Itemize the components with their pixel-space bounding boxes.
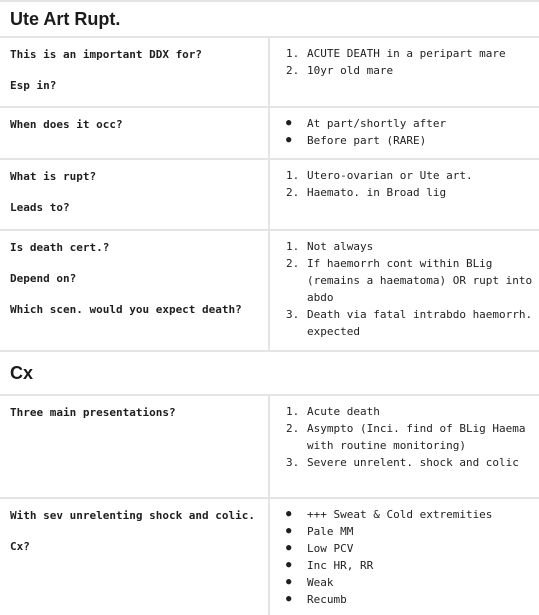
list-number: 2.: [286, 186, 300, 199]
answer-text: Haemato. in Broad lig: [307, 186, 447, 199]
answer-list: [286, 238, 533, 340]
bullet-icon: ●: [286, 594, 292, 604]
table-row: [0, 160, 539, 231]
question-cell: [0, 160, 270, 229]
list-item: [286, 238, 533, 255]
question-text: With sev unrelenting shock and colic.: [10, 509, 256, 522]
answer-text: Low PCV: [307, 542, 354, 555]
bullet-icon: ●: [286, 118, 292, 128]
list-item: [286, 591, 533, 608]
list-item: [286, 45, 533, 62]
answer-text: Asympto (Inci. find of BLig Haema with routine monitoring): [307, 422, 526, 452]
list-item: [286, 167, 533, 184]
section-heading: [0, 2, 539, 38]
answer-cell: [270, 160, 539, 229]
answer-list: [286, 45, 533, 79]
answer-text: Death via fatal intrabdo haemorrh. expected: [307, 308, 533, 338]
list-number: 2.: [286, 257, 300, 270]
answer-text: Pale MM: [307, 525, 354, 538]
bullet-icon: ●: [286, 560, 292, 570]
list-item: [286, 306, 533, 340]
section-title: Cx: [10, 362, 34, 383]
answer-text: +++ Sweat & Cold extremities: [307, 508, 493, 521]
answer-text: Not always: [307, 240, 374, 253]
answer-list: [286, 167, 533, 201]
list-item: [286, 184, 533, 201]
table-row: [0, 231, 539, 352]
answer-cell: [270, 231, 539, 350]
question-cell: [0, 396, 270, 497]
answer-text: If haemorrh cont within BLig (remains a haematoma) OR rupt into abdo: [307, 257, 533, 304]
question-text: Leads to?: [10, 201, 70, 214]
answer-cell: [270, 38, 539, 106]
question-text: Which scen. would you expect death?: [10, 303, 242, 316]
list-item: [286, 523, 533, 540]
answer-list: [286, 115, 533, 149]
answer-text: At part/shortly after: [307, 117, 447, 130]
list-item: [286, 506, 533, 523]
list-item: [286, 255, 533, 306]
question-cell: [0, 231, 270, 350]
answer-text: Acute death: [307, 405, 380, 418]
answer-text: Utero-ovarian or Ute art.: [307, 169, 473, 182]
answer-list: [286, 403, 533, 471]
answer-text: Recumb: [307, 593, 347, 606]
table-row: [0, 499, 539, 615]
list-item: [286, 115, 533, 132]
list-item: [286, 420, 533, 454]
question-cell: [0, 499, 270, 615]
list-number: 1.: [286, 47, 300, 60]
bullet-icon: ●: [286, 509, 292, 519]
question-text: What is rupt?: [10, 170, 97, 183]
question-text: Three main presentations?: [10, 406, 176, 419]
question-cell: [0, 38, 270, 106]
table-row: [0, 396, 539, 499]
answer-list: [286, 506, 533, 608]
question-text: Cx?: [10, 540, 30, 553]
list-number: 2.: [286, 64, 300, 77]
table-row: [0, 108, 539, 160]
answer-text: Weak: [307, 576, 334, 589]
question-text: When does it occ?: [10, 118, 123, 131]
answer-text: Before part (RARE): [307, 134, 427, 147]
question-cell: [0, 108, 270, 158]
answer-text: 10yr old mare: [307, 64, 394, 77]
list-number: 3.: [286, 456, 300, 469]
section-heading: [0, 352, 539, 396]
answer-cell: [270, 396, 539, 497]
section-title: Ute Art Rupt.: [10, 8, 121, 29]
question-text: Is death cert.?: [10, 241, 110, 254]
question-text: This is an important DDX for?: [10, 48, 203, 61]
list-item: [286, 557, 533, 574]
list-item: [286, 540, 533, 557]
table-row: [0, 38, 539, 108]
list-item: [286, 403, 533, 420]
question-text: Depend on?: [10, 272, 77, 285]
list-number: 1.: [286, 405, 300, 418]
list-item: [286, 62, 533, 79]
answer-text: Inc HR, RR: [307, 559, 374, 572]
answer-text: Severe unrelent. shock and colic: [307, 456, 519, 469]
bullet-icon: ●: [286, 526, 292, 536]
list-item: [286, 454, 533, 471]
bullet-icon: ●: [286, 135, 292, 145]
list-number: 1.: [286, 169, 300, 182]
list-item: [286, 132, 533, 149]
question-text: Esp in?: [10, 79, 57, 92]
answer-cell: [270, 108, 539, 158]
list-number: 2.: [286, 422, 300, 435]
list-item: [286, 574, 533, 591]
list-number: 3.: [286, 308, 300, 321]
bullet-icon: ●: [286, 577, 292, 587]
bullet-icon: ●: [286, 543, 292, 553]
answer-cell: [270, 499, 539, 615]
list-number: 1.: [286, 240, 300, 253]
answer-text: ACUTE DEATH in a peripart mare: [307, 47, 506, 60]
